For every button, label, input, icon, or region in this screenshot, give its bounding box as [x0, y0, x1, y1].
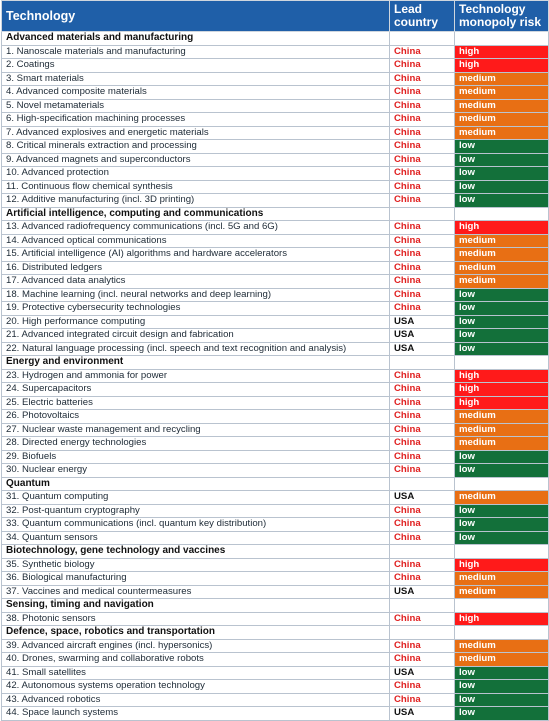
monopoly-risk-badge: low — [455, 140, 549, 154]
section-row — [2, 207, 549, 221]
table-row — [2, 140, 549, 154]
section-risk-empty — [455, 599, 549, 613]
monopoly-risk-badge: medium — [455, 572, 549, 586]
monopoly-risk-badge: high — [455, 383, 549, 397]
lead-country: China — [390, 167, 455, 181]
lead-country: China — [390, 639, 455, 653]
table-row — [2, 86, 549, 100]
table-row — [2, 558, 549, 572]
technology-name: 7. Advanced explosives and energetic materials — [2, 126, 390, 140]
header-monopoly-risk: Technology monopoly risk — [455, 1, 549, 32]
section-lead-empty — [390, 545, 455, 559]
section-lead-empty — [390, 207, 455, 221]
monopoly-risk-badge: low — [455, 531, 549, 545]
technology-name: 5. Novel metamaterials — [2, 99, 390, 113]
table-row — [2, 234, 549, 248]
section-risk-empty — [455, 626, 549, 640]
technology-name: 6. High-specification machining processes — [2, 113, 390, 127]
section-title: Energy and environment — [2, 356, 390, 370]
table-row — [2, 612, 549, 626]
lead-country: USA — [390, 315, 455, 329]
technology-name: 43. Advanced robotics — [2, 693, 390, 707]
technology-name: 10. Advanced protection — [2, 167, 390, 181]
technology-name: 24. Supercapacitors — [2, 383, 390, 397]
monopoly-risk-badge: low — [455, 167, 549, 181]
lead-country: China — [390, 572, 455, 586]
lead-country: China — [390, 396, 455, 410]
technology-name: 42. Autonomous systems operation technology — [2, 680, 390, 694]
lead-country: China — [390, 612, 455, 626]
monopoly-risk-badge: low — [455, 288, 549, 302]
table-row — [2, 180, 549, 194]
lead-country: China — [390, 194, 455, 208]
section-title: Advanced materials and manufacturing — [2, 32, 390, 46]
technology-name: 1. Nanoscale materials and manufacturing — [2, 45, 390, 59]
lead-country: China — [390, 518, 455, 532]
table-row — [2, 423, 549, 437]
monopoly-risk-badge: high — [455, 369, 549, 383]
table-row — [2, 585, 549, 599]
section-row — [2, 626, 549, 640]
table-row — [2, 693, 549, 707]
lead-country: China — [390, 464, 455, 478]
table-row — [2, 383, 549, 397]
section-title: Artificial intelligence, computing and communications — [2, 207, 390, 221]
monopoly-risk-badge: medium — [455, 275, 549, 289]
monopoly-risk-badge: medium — [455, 86, 549, 100]
lead-country: China — [390, 437, 455, 451]
table-row — [2, 126, 549, 140]
lead-country: China — [390, 59, 455, 73]
technology-name: 13. Advanced radiofrequency communications (incl. 5G and 6G) — [2, 221, 390, 235]
monopoly-risk-badge: high — [455, 45, 549, 59]
header-lead-country: Lead country — [390, 1, 455, 32]
technology-name: 18. Machine learning (incl. neural networks and deep learning) — [2, 288, 390, 302]
technology-table — [1, 0, 549, 721]
table-row — [2, 72, 549, 86]
technology-name: 23. Hydrogen and ammonia for power — [2, 369, 390, 383]
technology-name: 34. Quantum sensors — [2, 531, 390, 545]
monopoly-risk-badge: medium — [455, 261, 549, 275]
table-body — [2, 32, 549, 721]
monopoly-risk-badge: low — [455, 464, 549, 478]
section-row — [2, 545, 549, 559]
technology-name: 17. Advanced data analytics — [2, 275, 390, 289]
lead-country: China — [390, 302, 455, 316]
lead-country: China — [390, 72, 455, 86]
table-row — [2, 59, 549, 73]
table-row — [2, 113, 549, 127]
technology-name: 12. Additive manufacturing (incl. 3D printing) — [2, 194, 390, 208]
table-row — [2, 464, 549, 478]
technology-name: 35. Synthetic biology — [2, 558, 390, 572]
table-row — [2, 288, 549, 302]
section-title: Biotechnology, gene technology and vaccines — [2, 545, 390, 559]
table-row — [2, 572, 549, 586]
technology-name: 38. Photonic sensors — [2, 612, 390, 626]
section-row — [2, 356, 549, 370]
section-row — [2, 477, 549, 491]
technology-name: 2. Coatings — [2, 59, 390, 73]
lead-country: China — [390, 288, 455, 302]
header-technology: Technology — [2, 1, 390, 32]
table-row — [2, 437, 549, 451]
table-row — [2, 531, 549, 545]
table-row — [2, 45, 549, 59]
table-row — [2, 491, 549, 505]
technology-name: 14. Advanced optical communications — [2, 234, 390, 248]
lead-country: USA — [390, 666, 455, 680]
table-row — [2, 666, 549, 680]
technology-name: 39. Advanced aircraft engines (incl. hypersonics) — [2, 639, 390, 653]
table-row — [2, 261, 549, 275]
lead-country: USA — [390, 329, 455, 343]
technology-name: 25. Electric batteries — [2, 396, 390, 410]
lead-country: China — [390, 221, 455, 235]
lead-country: China — [390, 680, 455, 694]
monopoly-risk-badge: medium — [455, 639, 549, 653]
section-lead-empty — [390, 599, 455, 613]
lead-country: China — [390, 261, 455, 275]
section-risk-empty — [455, 356, 549, 370]
monopoly-risk-badge: high — [455, 612, 549, 626]
section-lead-empty — [390, 32, 455, 46]
table-row — [2, 153, 549, 167]
lead-country: China — [390, 153, 455, 167]
header-row — [2, 1, 549, 32]
monopoly-risk-badge: high — [455, 221, 549, 235]
section-row — [2, 32, 549, 46]
monopoly-risk-badge: low — [455, 329, 549, 343]
table-row — [2, 504, 549, 518]
lead-country: China — [390, 140, 455, 154]
table-row — [2, 302, 549, 316]
lead-country: China — [390, 99, 455, 113]
section-risk-empty — [455, 477, 549, 491]
lead-country: China — [390, 423, 455, 437]
table-row — [2, 653, 549, 667]
technology-name: 9. Advanced magnets and superconductors — [2, 153, 390, 167]
table-row — [2, 275, 549, 289]
monopoly-risk-badge: low — [455, 707, 549, 721]
monopoly-risk-badge: low — [455, 450, 549, 464]
technology-name: 26. Photovoltaics — [2, 410, 390, 424]
section-risk-empty — [455, 207, 549, 221]
table-row — [2, 396, 549, 410]
table-row — [2, 248, 549, 262]
monopoly-risk-badge: medium — [455, 248, 549, 262]
monopoly-risk-badge: medium — [455, 126, 549, 140]
monopoly-risk-badge: low — [455, 302, 549, 316]
monopoly-risk-badge: medium — [455, 72, 549, 86]
lead-country: China — [390, 558, 455, 572]
lead-country: USA — [390, 707, 455, 721]
monopoly-risk-badge: medium — [455, 113, 549, 127]
section-lead-empty — [390, 626, 455, 640]
lead-country: China — [390, 504, 455, 518]
lead-country: China — [390, 275, 455, 289]
monopoly-risk-badge: medium — [455, 491, 549, 505]
monopoly-risk-badge: low — [455, 194, 549, 208]
technology-name: 33. Quantum communications (incl. quantum key distribution) — [2, 518, 390, 532]
section-risk-empty — [455, 545, 549, 559]
table-row — [2, 329, 549, 343]
technology-name: 22. Natural language processing (incl. speech and text recognition and analysis) — [2, 342, 390, 356]
section-title: Quantum — [2, 477, 390, 491]
technology-name: 8. Critical minerals extraction and processing — [2, 140, 390, 154]
technology-name: 30. Nuclear energy — [2, 464, 390, 478]
lead-country: USA — [390, 491, 455, 505]
lead-country: China — [390, 410, 455, 424]
technology-name: 40. Drones, swarming and collaborative robots — [2, 653, 390, 667]
section-risk-empty — [455, 32, 549, 46]
technology-name: 20. High performance computing — [2, 315, 390, 329]
monopoly-risk-badge: low — [455, 518, 549, 532]
technology-name: 31. Quantum computing — [2, 491, 390, 505]
technology-name: 3. Smart materials — [2, 72, 390, 86]
technology-name: 11. Continuous flow chemical synthesis — [2, 180, 390, 194]
monopoly-risk-badge: medium — [455, 437, 549, 451]
technology-name: 16. Distributed ledgers — [2, 261, 390, 275]
table-row — [2, 369, 549, 383]
lead-country: China — [390, 450, 455, 464]
section-lead-empty — [390, 356, 455, 370]
table-header — [2, 1, 549, 32]
monopoly-risk-badge: low — [455, 680, 549, 694]
table-row — [2, 450, 549, 464]
table-row — [2, 707, 549, 721]
table-row — [2, 315, 549, 329]
lead-country: China — [390, 234, 455, 248]
lead-country: China — [390, 531, 455, 545]
table-row — [2, 410, 549, 424]
technology-name: 4. Advanced composite materials — [2, 86, 390, 100]
monopoly-risk-badge: high — [455, 558, 549, 572]
table-row — [2, 680, 549, 694]
table-row — [2, 194, 549, 208]
monopoly-risk-badge: low — [455, 666, 549, 680]
monopoly-risk-badge: medium — [455, 585, 549, 599]
table-row — [2, 518, 549, 532]
monopoly-risk-badge: medium — [455, 99, 549, 113]
section-row — [2, 599, 549, 613]
technology-name: 32. Post-quantum cryptography — [2, 504, 390, 518]
technology-name: 37. Vaccines and medical countermeasures — [2, 585, 390, 599]
monopoly-risk-badge: low — [455, 342, 549, 356]
technology-name: 44. Space launch systems — [2, 707, 390, 721]
lead-country: China — [390, 86, 455, 100]
monopoly-risk-badge: low — [455, 153, 549, 167]
lead-country: China — [390, 113, 455, 127]
monopoly-risk-badge: low — [455, 180, 549, 194]
lead-country: China — [390, 383, 455, 397]
lead-country: China — [390, 180, 455, 194]
lead-country: China — [390, 126, 455, 140]
lead-country: China — [390, 248, 455, 262]
table-row — [2, 639, 549, 653]
lead-country: China — [390, 369, 455, 383]
monopoly-risk-badge: medium — [455, 653, 549, 667]
technology-name: 15. Artificial intelligence (AI) algorithms and hardware accelerators — [2, 248, 390, 262]
lead-country: China — [390, 653, 455, 667]
monopoly-risk-badge: low — [455, 693, 549, 707]
monopoly-risk-badge: low — [455, 315, 549, 329]
table-row — [2, 167, 549, 181]
technology-name: 36. Biological manufacturing — [2, 572, 390, 586]
lead-country: USA — [390, 585, 455, 599]
technology-name: 41. Small satellites — [2, 666, 390, 680]
technology-name: 29. Biofuels — [2, 450, 390, 464]
monopoly-risk-badge: high — [455, 396, 549, 410]
monopoly-risk-badge: medium — [455, 423, 549, 437]
section-title: Sensing, timing and navigation — [2, 599, 390, 613]
lead-country: USA — [390, 342, 455, 356]
technology-name: 28. Directed energy technologies — [2, 437, 390, 451]
monopoly-risk-badge: medium — [455, 410, 549, 424]
monopoly-risk-badge: medium — [455, 234, 549, 248]
section-lead-empty — [390, 477, 455, 491]
technology-name: 27. Nuclear waste management and recycling — [2, 423, 390, 437]
table-row — [2, 99, 549, 113]
section-title: Defence, space, robotics and transportation — [2, 626, 390, 640]
technology-name: 19. Protective cybersecurity technologies — [2, 302, 390, 316]
lead-country: China — [390, 693, 455, 707]
table-row — [2, 221, 549, 235]
technology-name: 21. Advanced integrated circuit design and fabrication — [2, 329, 390, 343]
monopoly-risk-badge: high — [455, 59, 549, 73]
monopoly-risk-badge: low — [455, 504, 549, 518]
table-row — [2, 342, 549, 356]
lead-country: China — [390, 45, 455, 59]
